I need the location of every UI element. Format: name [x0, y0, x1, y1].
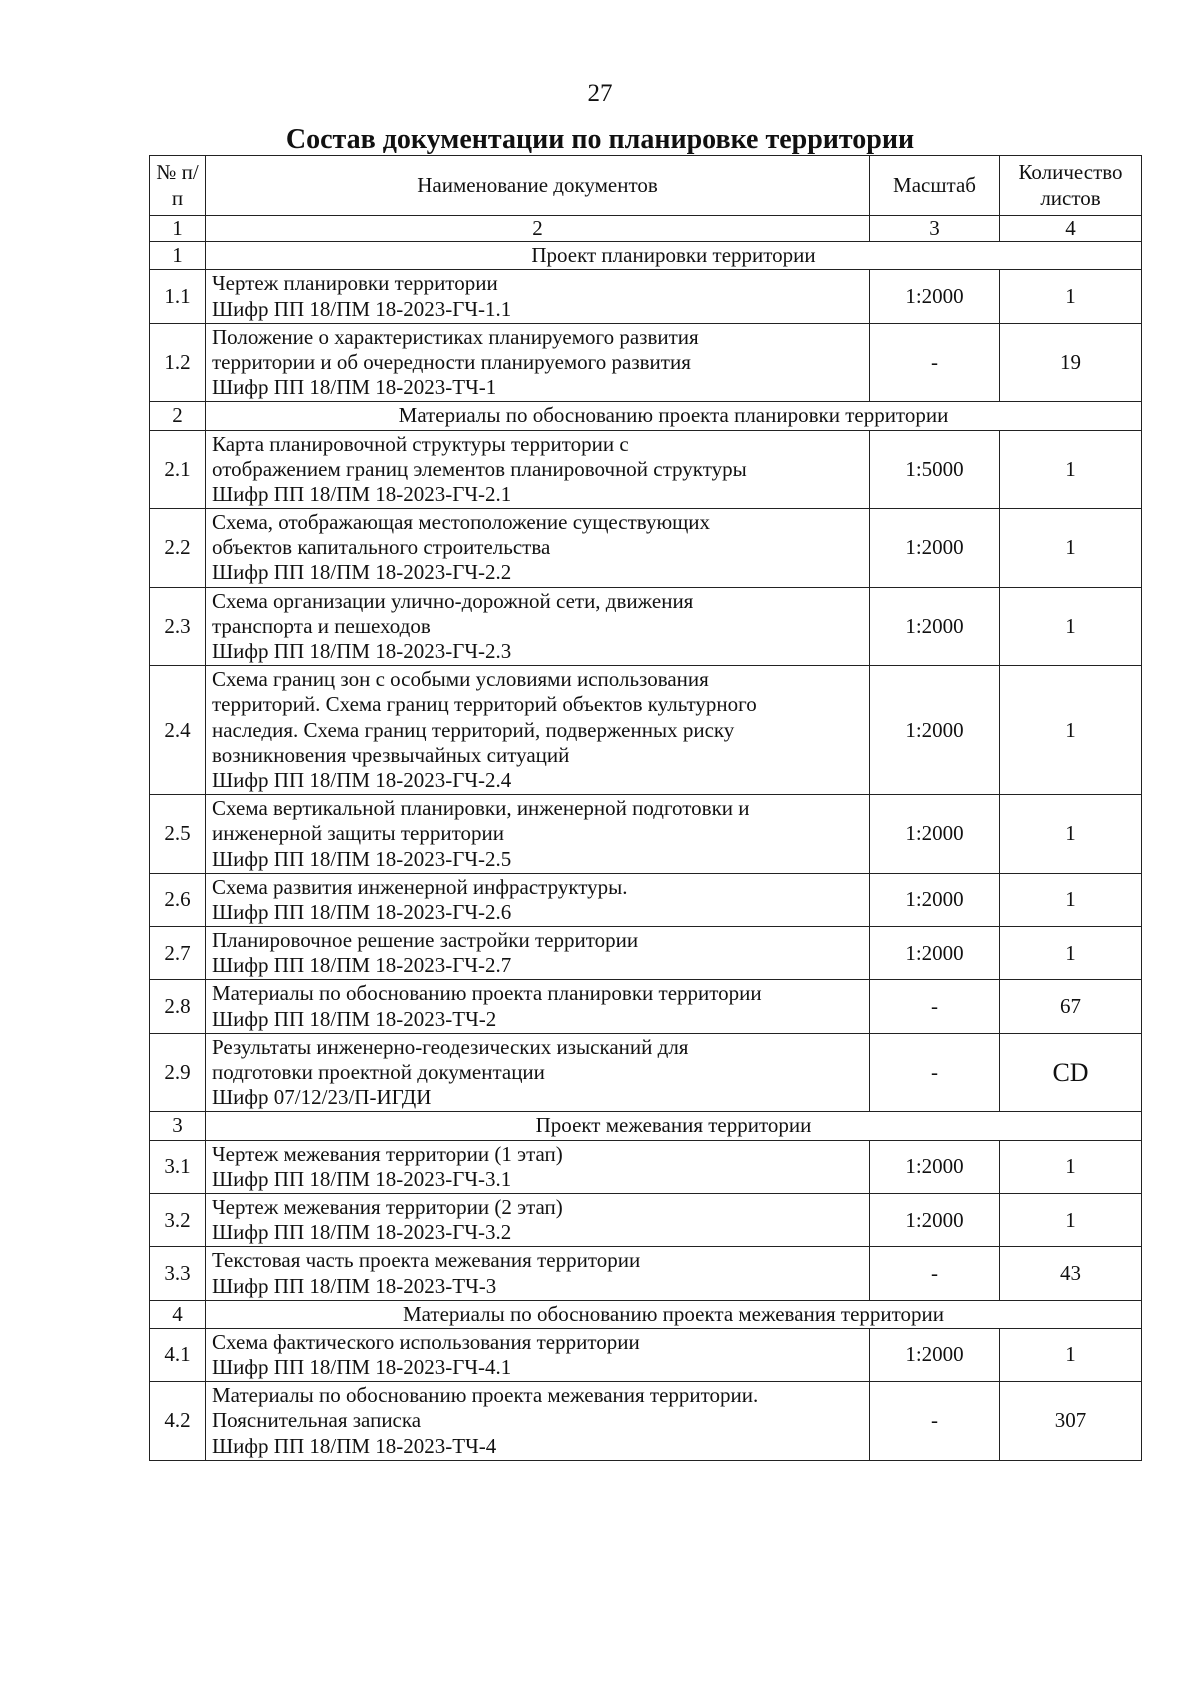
item-number: 1.1 [150, 270, 206, 323]
item-number: 2.7 [150, 927, 206, 980]
document-scale: 1:2000 [870, 509, 1000, 588]
table-row [150, 927, 1142, 980]
section-number: 2 [150, 402, 206, 430]
document-scale: 1:2000 [870, 1328, 1000, 1381]
documents-table [149, 155, 1142, 1461]
document-name [206, 1140, 870, 1193]
document-name-line: Шифр ПП 18/ПМ 18-2023-ТЧ-2 [212, 1006, 497, 1031]
document-name-line: Шифр ПП 18/ПМ 18-2023-ГЧ-2.1 [212, 481, 512, 506]
item-number: 4.1 [150, 1328, 206, 1381]
item-number: 2.8 [150, 980, 206, 1033]
document-name-line: Чертеж межевания территории (2 этап) [212, 1194, 563, 1219]
document-name-line: Положение о характеристиках планируемого развития [212, 324, 699, 349]
section-row [150, 1300, 1142, 1328]
document-scale: - [870, 1382, 1000, 1461]
document-sheet-count: 1 [1000, 927, 1142, 980]
document-name-line: Схема организации улично-дорожной сети, движения [212, 588, 694, 613]
document-scale: 1:2000 [870, 587, 1000, 666]
item-number: 2.9 [150, 1033, 206, 1112]
document-name [206, 795, 870, 874]
page-number: 27 [587, 80, 613, 107]
table-header-row [150, 156, 1142, 216]
item-number: 3.2 [150, 1193, 206, 1246]
document-name-line: Шифр ПП 18/ПМ 18-2023-ГЧ-4.1 [212, 1355, 512, 1380]
table-row [150, 270, 1142, 323]
document-sheet-count: 1 [1000, 795, 1142, 874]
document-name [206, 1193, 870, 1246]
document-scale: 1:2000 [870, 1140, 1000, 1193]
item-number: 2.2 [150, 509, 206, 588]
document-name-line: подготовки проектной документации [212, 1060, 545, 1084]
document-name-line: инженерной защиты территории [212, 821, 504, 846]
table-row [150, 873, 1142, 926]
document-name [206, 980, 870, 1033]
header-scale: Масштаб [870, 156, 1000, 216]
document-name [206, 323, 870, 402]
table-row [150, 1033, 1142, 1112]
section-row [150, 242, 1142, 270]
document-name [206, 430, 870, 509]
document-scale: 1:2000 [870, 927, 1000, 980]
document-name-line: Схема границ зон с особыми условиями использования [212, 667, 709, 692]
document-name-line: Шифр 07/12/23/П-ИГДИ [212, 1085, 432, 1110]
document-name-line: Схема фактического использования территории [212, 1329, 640, 1354]
document-name-line: Шифр ПП 18/ПМ 18-2023-ГЧ-2.6 [212, 899, 512, 924]
document-name-line: Текстовая часть проекта межевания территории [212, 1248, 641, 1273]
header-num: № п/п [150, 156, 206, 216]
document-scale: 1:2000 [870, 270, 1000, 323]
document-name-line: Шифр ПП 18/ПМ 18-2023-ТЧ-1 [212, 375, 497, 400]
column-number-3: 3 [870, 216, 1000, 242]
item-number: 2.3 [150, 587, 206, 666]
item-number: 3.3 [150, 1247, 206, 1300]
column-number-1: 1 [150, 216, 206, 242]
document-name-line: наследия. Схема границ территорий, подверженных риску [212, 717, 735, 742]
document-name-line: Шифр ПП 18/ПМ 18-2023-ГЧ-3.1 [212, 1166, 512, 1191]
table-row [150, 323, 1142, 402]
document-name-line: Шифр ПП 18/ПМ 18-2023-ГЧ-2.5 [212, 846, 512, 871]
document-name-line: Пояснительная записка [212, 1408, 422, 1433]
document-name-line: Схема, отображающая местоположение существующих [212, 510, 711, 535]
section-number: 4 [150, 1300, 206, 1328]
document-name-line: Шифр ПП 18/ПМ 18-2023-ГЧ-2.4 [212, 767, 512, 792]
document-sheet-count: 1 [1000, 1328, 1142, 1381]
document-sheet-count: 1 [1000, 509, 1142, 588]
document-scale: - [870, 1247, 1000, 1300]
item-number: 2.6 [150, 873, 206, 926]
document-name-line: Планировочное решение застройки территории [212, 928, 639, 953]
document-name-line: Карта планировочной структуры территории с [212, 431, 629, 456]
document-name-line: территории и об очередности планируемого развития [212, 349, 691, 374]
document-name [206, 509, 870, 588]
table-row [150, 1247, 1142, 1300]
table-row [150, 509, 1142, 588]
document-name-line: транспорта и пешеходов [212, 613, 431, 638]
table-row [150, 1382, 1142, 1461]
document-sheet-count: 1 [1000, 270, 1142, 323]
item-number: 3.1 [150, 1140, 206, 1193]
item-number: 4.2 [150, 1382, 206, 1461]
document-name [206, 587, 870, 666]
document-name-line: Шифр ПП 18/ПМ 18-2023-ГЧ-2.7 [212, 953, 512, 978]
table-row [150, 1328, 1142, 1381]
document-name [206, 1247, 870, 1300]
document-sheet-count: 1 [1000, 1193, 1142, 1246]
document-name-line: Шифр ПП 18/ПМ 18-2023-ТЧ-4 [212, 1433, 497, 1458]
document-scale: - [870, 323, 1000, 402]
column-number-2: 2 [206, 216, 870, 242]
document-scale: - [870, 1033, 1000, 1112]
document-name [206, 666, 870, 795]
section-title: Материалы по обоснованию проекта межевания территории [206, 1300, 1142, 1328]
section-title: Проект межевания территории [206, 1112, 1142, 1140]
header-sheets: Количество листов [1000, 156, 1142, 216]
document-name-line: Чертеж межевания территории (1 этап) [212, 1141, 563, 1166]
table-row [150, 980, 1142, 1033]
document-name [206, 1328, 870, 1381]
document-name-line: Схема развития инженерной инфраструктуры. [212, 874, 628, 899]
document-scale: 1:2000 [870, 873, 1000, 926]
table-row [150, 1193, 1142, 1246]
item-number: 2.5 [150, 795, 206, 874]
section-row [150, 402, 1142, 430]
table-row [150, 1140, 1142, 1193]
table-row [150, 795, 1142, 874]
item-number: 1.2 [150, 323, 206, 402]
document-scale: 1:5000 [870, 430, 1000, 509]
section-number: 3 [150, 1112, 206, 1140]
column-number-4: 4 [1000, 216, 1142, 242]
document-name-line: Шифр ПП 18/ПМ 18-2023-ГЧ-2.3 [212, 639, 512, 663]
document-name-line: Чертеж планировки территории [212, 271, 498, 296]
document-name [206, 873, 870, 926]
document-sheet-count: 1 [1000, 430, 1142, 509]
document-name-line: объектов капитального строительства [212, 535, 551, 560]
document-name-line: Материалы по обоснованию проекта планировки территории [212, 981, 762, 1006]
document-name [206, 270, 870, 323]
document-sheet-count: 1 [1000, 873, 1142, 926]
section-title: Материалы по обоснованию проекта планировки территории [206, 402, 1142, 430]
documents-table-body [150, 156, 1142, 1461]
document-scale: 1:2000 [870, 795, 1000, 874]
table-row [150, 430, 1142, 509]
document-scale: - [870, 980, 1000, 1033]
document-sheet-count: 1 [1000, 1140, 1142, 1193]
document-name-line: Материалы по обоснованию проекта межевания территории. [212, 1383, 759, 1408]
document-name-line: Шифр ПП 18/ПМ 18-2023-ГЧ-2.2 [212, 560, 512, 585]
document-name [206, 1382, 870, 1461]
document-sheet-count: 1 [1000, 587, 1142, 666]
item-number: 2.4 [150, 666, 206, 795]
item-number: 2.1 [150, 430, 206, 509]
document-sheet-count: 43 [1000, 1247, 1142, 1300]
section-title: Проект планировки территории [206, 242, 1142, 270]
document-sheet-count: 1 [1000, 666, 1142, 795]
document-scale: 1:2000 [870, 1193, 1000, 1246]
document-name-line: Шифр ПП 18/ПМ 18-2023-ГЧ-1.1 [212, 296, 512, 321]
document-name-line: возникновения чрезвычайных ситуаций [212, 742, 570, 767]
document-name-line: отображением границ элементов планировочной структуры [212, 456, 747, 481]
document-sheet-count: CD [1000, 1033, 1142, 1112]
document-name-line: территорий. Схема границ территорий объектов культурного [212, 692, 757, 717]
document-name-line: Результаты инженерно-геодезических изысканий для [212, 1034, 689, 1059]
document-name-line: Схема вертикальной планировки, инженерной подготовки и [212, 796, 750, 821]
document-sheet-count: 307 [1000, 1382, 1142, 1461]
document-title: Состав документации по планировке территории [285, 124, 915, 155]
document-sheet-count: 67 [1000, 980, 1142, 1033]
document-name [206, 1033, 870, 1112]
document-name [206, 927, 870, 980]
document-name-line: Шифр ПП 18/ПМ 18-2023-ГЧ-3.2 [212, 1220, 512, 1245]
document-name-line: Шифр ПП 18/ПМ 18-2023-ТЧ-3 [212, 1273, 497, 1298]
header-name: Наименование документов [206, 156, 870, 216]
section-number: 1 [150, 242, 206, 270]
table-row [150, 587, 1142, 666]
section-row [150, 1112, 1142, 1140]
column-number-row [150, 216, 1142, 242]
document-sheet-count: 19 [1000, 323, 1142, 402]
document-scale: 1:2000 [870, 666, 1000, 795]
table-row [150, 666, 1142, 795]
